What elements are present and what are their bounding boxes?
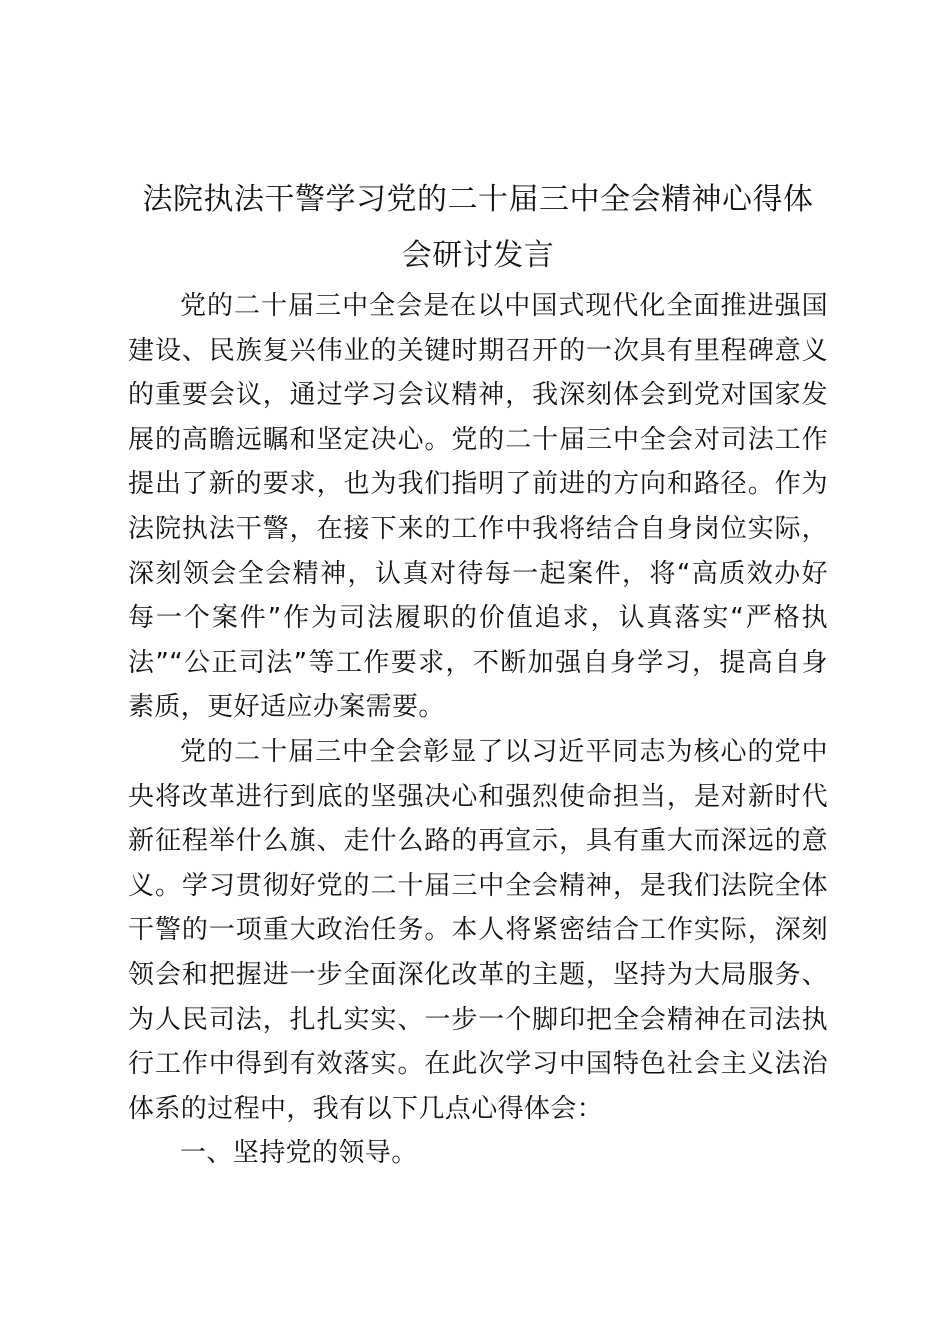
paragraph-1: 党的二十届三中全会是在以中国式现代化全面推进强国建设、民族复兴伟业的关键时期召开的一次具有里程碑意义的重要会议，通过学习会议精神，我深刻体会到党对国家发展的高瞻远瞩和坚定决心。党的二十届三中全会对司法工作提出了新的要求，也为我们指明了前进的方向和路径。作为法院执法干警，在接下来的工作中我将结合自身岗位实际，深刻领会全会精神，认真对待每一起案件，将“高质效办好每一个案件”作为司法履职的价值追求，认真落实“严格执法”“公正司法”等工作要求，不断加强自身学习，提高自身素质，更好适应办案需要。 — [128, 291, 828, 723]
document-body — [128, 172, 828, 1176]
paragraph-2: 党的二十届三中全会彰显了以习近平同志为核心的党中央将改革进行到底的坚强决心和强烈使命担当，是对新时代新征程举什么旗、走什么路的再宣示，具有重大而深远的意义。学习贯彻好党的二十届三中全会精神，是我们法院全体干警的一项重大政治任务。本人将紧密结合工作实际，深刻领会和把握进一步全面深化改革的主题，坚持为大局服务、为人民司法，扎扎实实、一步一个脚印把全会精神在司法执行工作中得到有效落实。在此次学习中国特色社会主义法治体系的过程中，我有以下几点心得体会： — [128, 736, 828, 1124]
document-title: 法院执法干警学习党的二十届三中全会精神心得体会研讨发言 — [142, 182, 814, 273]
section-heading-1: 一、坚持党的领导。 — [180, 1138, 418, 1169]
